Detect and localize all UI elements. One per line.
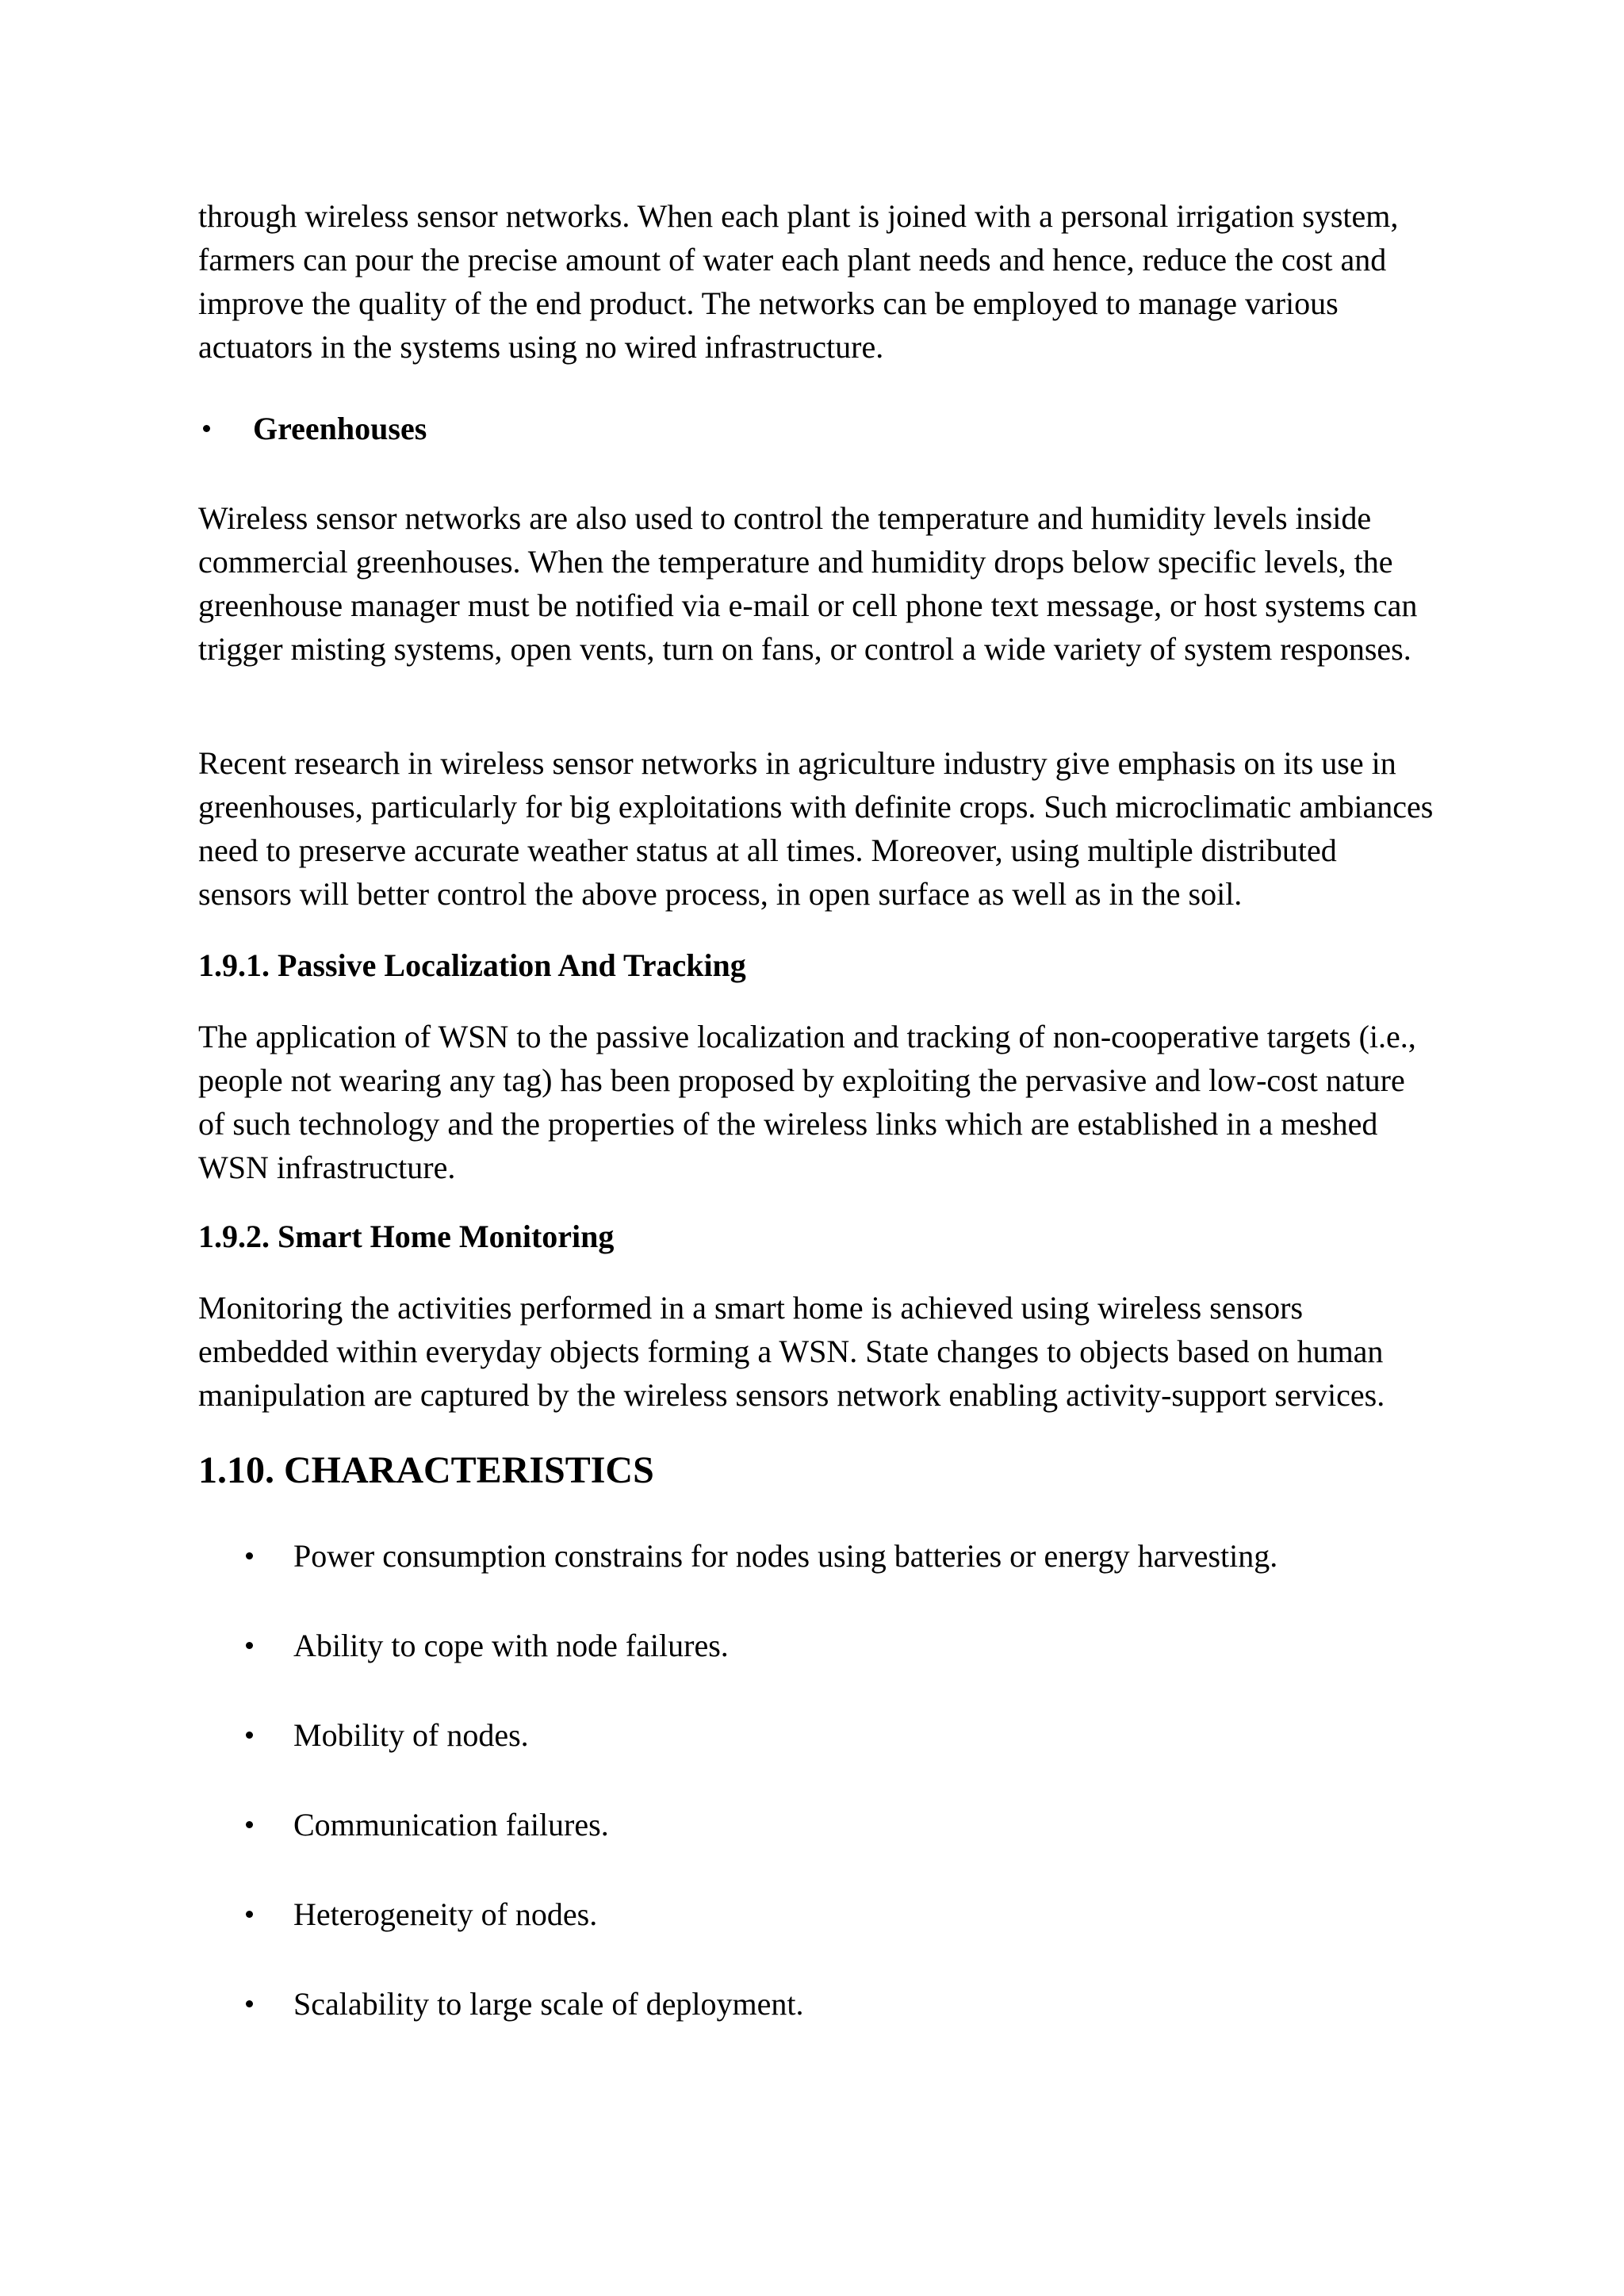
list-item-text: Scalability to large scale of deployment. — [293, 1986, 804, 2022]
list-item-text: Heterogeneity of nodes. — [293, 1896, 598, 1932]
bullet-icon — [246, 2000, 253, 2007]
list-item-text: Power consumption constrains for nodes using batteries or energy harvesting. — [293, 1538, 1278, 1574]
list-item — [246, 1713, 529, 1757]
list-item — [246, 1982, 804, 2026]
list-item-text: Mobility of nodes. — [293, 1717, 529, 1753]
list-item-text: Communication failures. — [293, 1807, 609, 1843]
bullet-icon — [246, 1732, 253, 1739]
list-item — [246, 1803, 609, 1846]
intro-paragraph: through wireless sensor networks. When each plant is joined with a personal irrigation system, farmers can pour the precise amount of water each plant needs and hence, reduce the cost and improve the quality of the end product. The networks can be employed to manage various actuators in the systems using no wired infrastructure. — [198, 198, 1399, 365]
list-item — [246, 1624, 729, 1667]
bullet-icon — [203, 425, 210, 432]
greenhouses-paragraph-2: Recent research in wireless sensor networks in agriculture industry give emphasis on its use in greenhouses, particularly for big exploitations with definite crops. Such microclimatic ambiances need to preserve accurate weather status at all times. Moreover, using multiple distributed sensors will better control the above process, in open surface as well as in the soil. — [198, 745, 1434, 912]
characteristics-heading: 1.10. CHARACTERISTICS — [198, 1449, 654, 1491]
greenhouses-heading — [198, 407, 427, 450]
bullet-icon — [246, 1642, 253, 1649]
greenhouses-heading-label: Greenhouses — [253, 411, 427, 446]
smart-home-paragraph: Monitoring the activities performed in a smart home is achieved using wireless sensors embedded within everyday objects forming a WSN. State changes to objects based on human manipulation are captured by the wireless sensors network enabling activity-support services. — [198, 1290, 1385, 1413]
smart-home-heading: 1.9.2. Smart Home Monitoring — [198, 1219, 615, 1254]
list-item — [246, 1892, 597, 1936]
bullet-icon — [246, 1911, 253, 1918]
passive-localization-paragraph: The application of WSN to the passive localization and tracking of non-cooperative targets (i.e., people not wearing any tag) has been proposed by exploiting the pervasive and low-cost nature of such technology and the properties of the wireless links which are established in a meshed WSN infrastructure. — [198, 1019, 1416, 1185]
list-item-text: Ability to cope with node failures. — [293, 1628, 729, 1663]
list-item — [246, 1534, 1277, 1578]
bullet-icon — [246, 1552, 253, 1559]
passive-localization-heading: 1.9.1. Passive Localization And Tracking — [198, 947, 746, 983]
greenhouses-paragraph-1: Wireless sensor networks are also used to control the temperature and humidity levels inside commercial greenhouses. When the temperature and humidity drops below specific levels, the greenhouse manager must be notified via e-mail or cell phone text message, or host systems can trigger misting systems, open vents, turn on fans, or control a wide variety of system responses. — [198, 500, 1418, 667]
bullet-icon — [246, 1821, 253, 1828]
